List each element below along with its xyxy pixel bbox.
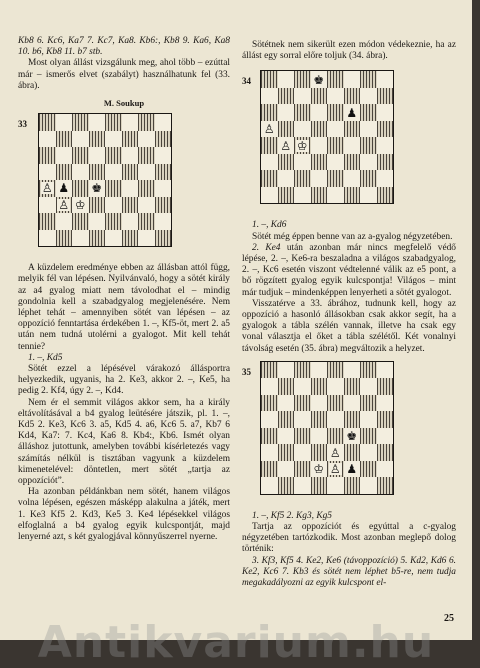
board-square	[344, 477, 361, 494]
board-square	[377, 137, 394, 154]
board-square	[294, 170, 311, 187]
board-square	[138, 180, 155, 197]
chess-board	[38, 113, 172, 247]
paragraph: Sötét ezzel a lépésével várakozó állásportra helyezkedik, ugyanis, ha 2. Ke3, akkor 2. –, Ke5, ha pedig 2. Kf4, úgy 2. –, Kd4.	[18, 364, 230, 397]
board-square	[89, 230, 106, 247]
board-square	[327, 378, 344, 395]
board-square	[294, 137, 311, 154]
board-square	[261, 121, 278, 138]
board-square	[89, 131, 106, 148]
paragraph: A küzdelem eredménye ebben az állásban attól függ, melyik fél van lépésen. Nyilvánvaló, hogy a sötét király az a4 gyalog miatt nem távolodhat el – mindig gondolnia kell a szabadgyalog megjelenésére. Nem léphet tehát – amennyiben sötét van lépésen – az oppozíció fenntartása érdekében 1. –, Kf5-öt, mert 2. a5 után nem tudná utolérni a gyalogot. Mit kell tehát tennie?	[18, 263, 230, 352]
board-square	[261, 477, 278, 494]
board-square	[138, 131, 155, 148]
board-square	[327, 362, 344, 379]
chess-piece: ♙	[329, 445, 341, 460]
board-square	[327, 395, 344, 412]
move-line: 1. –, Kd6	[252, 220, 287, 231]
board-square	[360, 170, 377, 187]
board-square	[327, 154, 344, 171]
board-square	[261, 362, 278, 379]
right-column	[242, 40, 456, 589]
board-square	[105, 213, 122, 230]
board-square	[344, 104, 361, 121]
board-square	[105, 197, 122, 214]
board-square	[294, 411, 311, 428]
board-square	[327, 121, 344, 138]
board-square	[360, 88, 377, 105]
chess-piece: ♚	[91, 181, 103, 196]
board-square	[377, 71, 394, 88]
board-square	[122, 164, 139, 181]
board-square	[56, 180, 73, 197]
board-square	[377, 411, 394, 428]
board-square	[261, 71, 278, 88]
board-square	[327, 187, 344, 204]
board-square	[344, 395, 361, 412]
board-square	[327, 444, 344, 461]
board-square	[278, 88, 295, 105]
board-square	[122, 114, 139, 131]
board-square	[344, 121, 361, 138]
board-square	[138, 114, 155, 131]
chess-piece: ♟	[58, 181, 70, 196]
board-square	[278, 444, 295, 461]
board-square	[39, 164, 56, 181]
board-square	[105, 131, 122, 148]
board-square	[327, 461, 344, 478]
board-square	[327, 71, 344, 88]
board-square	[72, 114, 89, 131]
board-square	[89, 114, 106, 131]
board-square	[327, 137, 344, 154]
board-square	[155, 230, 172, 247]
board-square	[311, 395, 328, 412]
board-square	[360, 477, 377, 494]
board-square	[377, 88, 394, 105]
paragraph: Tartja az oppozíciót és egyúttal a c-gyalog négyzetében tartózkodik. Most azonban meglepő dolog történik:	[242, 522, 456, 555]
board-square	[344, 378, 361, 395]
board-square	[138, 213, 155, 230]
board-square	[261, 137, 278, 154]
board-square	[155, 197, 172, 214]
board-square	[155, 164, 172, 181]
paragraph: Ha azonban példánkban nem sötét, hanem világos volna lépésen, egészen másképp alakulna a játék, mert 1. Ke3 Kf5 2. Kd3, Ke5 3. Ke4 lépésekkel világos elfoglalná a b4 gyalog egyik kulcspontját, majd lenyerné azt, s két gyalogjával könnyűszerrel nyerne.	[18, 487, 230, 543]
board-square	[56, 213, 73, 230]
board-square	[377, 378, 394, 395]
board-square	[278, 378, 295, 395]
diagram-34	[242, 70, 456, 216]
board-square	[344, 444, 361, 461]
board-square	[360, 461, 377, 478]
board-square	[155, 213, 172, 230]
board-square	[72, 131, 89, 148]
board-square	[261, 187, 278, 204]
board-square	[377, 104, 394, 121]
board-square	[311, 137, 328, 154]
board-square	[56, 114, 73, 131]
chess-piece: ♙	[41, 181, 53, 196]
board-square	[294, 444, 311, 461]
board-square	[89, 180, 106, 197]
diagram-33	[18, 113, 230, 259]
board-square	[261, 411, 278, 428]
board-square	[360, 137, 377, 154]
board-square	[360, 104, 377, 121]
board-square	[278, 170, 295, 187]
board-square	[39, 147, 56, 164]
board-square	[261, 88, 278, 105]
board-square	[311, 411, 328, 428]
chess-board	[260, 70, 394, 204]
board-square	[327, 88, 344, 105]
move-line: 1. –, Kd5	[28, 352, 63, 363]
board-square	[377, 187, 394, 204]
board-square	[377, 477, 394, 494]
board-square	[377, 395, 394, 412]
chess-piece: ♔	[313, 462, 325, 477]
board-square	[344, 88, 361, 105]
board-square	[294, 121, 311, 138]
board-square	[261, 428, 278, 445]
chess-board	[260, 361, 394, 495]
board-square	[311, 71, 328, 88]
board-square	[122, 197, 139, 214]
board-square	[311, 378, 328, 395]
board-square	[311, 170, 328, 187]
board-square	[105, 230, 122, 247]
board-square	[72, 230, 89, 247]
board-square	[294, 477, 311, 494]
board-square	[311, 477, 328, 494]
board-square	[138, 164, 155, 181]
move-sequence: Kb8 6. Kc6, Ka7 7. Kc7, Ka8. Kb6:, Kb8 9. Ka6, Ka8 10. b6, Kb8 11. b7 stb.	[18, 36, 230, 58]
chess-piece: ♔	[74, 197, 86, 212]
board-square	[122, 147, 139, 164]
board-square	[261, 104, 278, 121]
board-square	[278, 428, 295, 445]
board-square	[311, 88, 328, 105]
board-square	[327, 477, 344, 494]
board-square	[278, 477, 295, 494]
watermark: Antikvarium.hu	[37, 616, 435, 668]
board-square	[138, 230, 155, 247]
board-square	[155, 131, 172, 148]
board-square	[377, 428, 394, 445]
board-square	[261, 461, 278, 478]
board-square	[294, 362, 311, 379]
board-square	[261, 395, 278, 412]
board-square	[344, 71, 361, 88]
board-square	[122, 213, 139, 230]
board-square	[39, 197, 56, 214]
board-square	[72, 197, 89, 214]
diagram-number: 34	[242, 76, 251, 87]
chess-piece: ♚	[313, 72, 325, 87]
board-square	[360, 121, 377, 138]
board-square	[39, 131, 56, 148]
board-square	[105, 164, 122, 181]
board-square	[155, 147, 172, 164]
board-square	[294, 71, 311, 88]
board-square	[261, 444, 278, 461]
move-inline: 2. Ke4	[252, 242, 281, 253]
board-square	[105, 114, 122, 131]
board-square	[39, 230, 56, 247]
board-square	[89, 164, 106, 181]
board-square	[344, 137, 361, 154]
board-square	[122, 230, 139, 247]
board-square	[278, 395, 295, 412]
board-square	[327, 170, 344, 187]
board-square	[377, 444, 394, 461]
board-square	[311, 104, 328, 121]
board-square	[72, 164, 89, 181]
board-square	[56, 164, 73, 181]
board-square	[261, 378, 278, 395]
board-square	[294, 428, 311, 445]
board-square	[360, 395, 377, 412]
diagram-caption: M. Soukup	[103, 98, 145, 109]
board-square	[327, 428, 344, 445]
chess-piece: ♚	[346, 429, 358, 444]
board-square	[344, 461, 361, 478]
board-square	[311, 444, 328, 461]
board-square	[294, 104, 311, 121]
board-square	[294, 154, 311, 171]
board-square	[360, 154, 377, 171]
board-square	[377, 362, 394, 379]
board-square	[294, 88, 311, 105]
paragraph: Nem ér el semmit világos akkor sem, ha a király eltávolításával a b4 gyalog leütésére játszik, pl. 1. –, Kd5 2. Ke3, Kc6 3. a5, Kd5 4. a6, Kc6 5. a7, Kb7 6 Kd4, Ka7: 7. Kc4, Ka6 8. Kb4:, Kb6. Ismét olyan álláshoz jutottunk, amelyben további kísérletezés vagy számítás nélkül is tisztában vagyunk a küzdelem kimenetelével: döntetlen, mert sötét „tartja az oppozíciót”.	[18, 397, 230, 487]
paragraph	[242, 243, 456, 299]
chess-piece: ♟	[346, 462, 358, 477]
diagram-number: 33	[18, 119, 27, 130]
left-column	[18, 36, 230, 543]
board-square	[261, 170, 278, 187]
board-square	[311, 154, 328, 171]
board-square	[294, 395, 311, 412]
chess-piece: ♙	[58, 197, 70, 212]
paragraph: Sötét még éppen benne van az a-gyalog négyzetében.	[252, 231, 453, 242]
board-square	[89, 147, 106, 164]
move-line: 1. –, Kf5 2. Kg3, Kg5	[252, 510, 332, 521]
board-square	[377, 461, 394, 478]
board-square	[278, 362, 295, 379]
board-square	[105, 180, 122, 197]
board-square	[360, 411, 377, 428]
move-sequence: 3. Kf3, Kf5 4. Ke2, Ke6 (távoppozíció) 5. Kd2, Kd6 6. Ke2, Kc6 7. Kb3 és sötét nem léphet b5-re, nem tudja megakadályozni az egyik kulcspont el-	[242, 555, 456, 589]
chess-piece: ♙	[280, 138, 292, 153]
chess-piece: ♙	[263, 122, 275, 137]
board-square	[278, 121, 295, 138]
board-square	[360, 428, 377, 445]
board-square	[278, 411, 295, 428]
board-square	[344, 428, 361, 445]
board-square	[56, 147, 73, 164]
board-square	[360, 378, 377, 395]
board-square	[278, 137, 295, 154]
board-square	[360, 444, 377, 461]
board-square	[138, 197, 155, 214]
board-square	[278, 187, 295, 204]
board-square	[360, 362, 377, 379]
board-square	[155, 180, 172, 197]
board-square	[155, 114, 172, 131]
board-square	[89, 213, 106, 230]
board-square	[72, 213, 89, 230]
board-square	[39, 213, 56, 230]
board-square	[261, 154, 278, 171]
board-square	[344, 170, 361, 187]
chess-piece: ♔	[296, 138, 308, 153]
chess-piece: ♙	[329, 462, 341, 477]
board-square	[344, 154, 361, 171]
board-square	[360, 187, 377, 204]
board-square	[311, 187, 328, 204]
board-square	[377, 121, 394, 138]
board-square	[122, 180, 139, 197]
board-square	[327, 411, 344, 428]
board-square	[311, 121, 328, 138]
paragraph: Most olyan állást vizsgálunk meg, ahol több – ezúttal már – ismerős elvet (szabályt) használhatunk fel (33. ábra).	[18, 58, 230, 91]
board-square	[56, 131, 73, 148]
diagram-35	[242, 361, 456, 507]
board-square	[344, 411, 361, 428]
paragraph: Sötétnek nem sikerült ezen módon védekeznie, ha az állást egy sorral előre toljuk (34. ábra).	[242, 40, 456, 62]
board-square	[344, 362, 361, 379]
board-square	[72, 180, 89, 197]
board-square	[278, 461, 295, 478]
board-square	[122, 131, 139, 148]
board-square	[344, 187, 361, 204]
board-square	[377, 170, 394, 187]
board-square	[311, 428, 328, 445]
board-square	[72, 147, 89, 164]
board-square	[377, 154, 394, 171]
board-square	[105, 147, 122, 164]
board-square	[56, 230, 73, 247]
board-square	[294, 378, 311, 395]
board-square	[294, 187, 311, 204]
board-square	[39, 180, 56, 197]
board-square	[39, 114, 56, 131]
board-square	[278, 104, 295, 121]
board-square	[360, 71, 377, 88]
board-square	[327, 104, 344, 121]
chess-piece: ♟	[346, 105, 358, 120]
page-number: 25	[444, 612, 454, 624]
board-square	[311, 362, 328, 379]
board-square	[278, 71, 295, 88]
board-square	[311, 461, 328, 478]
diagram-number: 35	[242, 366, 251, 377]
board-square	[138, 147, 155, 164]
paragraph-text: után azonban már nincs megfelelő védő lépése, 2. –, Ke6-ra beszaladna a világos szabadgyalog, 2. –, Kc6 esetén viszont védtelenné válik az e5 pont, a bő rögzített gyalog egyik kulcspontja! Világos – mint már tudjuk – mindenképpen lenyerheti a sötét gyalogot.	[242, 242, 456, 298]
board-square	[294, 461, 311, 478]
paragraph: Visszatérve a 33. ábrához, tudnunk kell, hogy az oppozíció a hasonló állásokban csak akkor segít, ha a gyalogok a tábla szélén vannak, illetve ha csak egy vonal választja el őket a tábla szélétől. Két vonalnyi távolság esetén (35. ábra) megváltozik a helyzet.	[242, 298, 456, 354]
board-square	[89, 197, 106, 214]
board-square	[278, 154, 295, 171]
board-square	[56, 197, 73, 214]
